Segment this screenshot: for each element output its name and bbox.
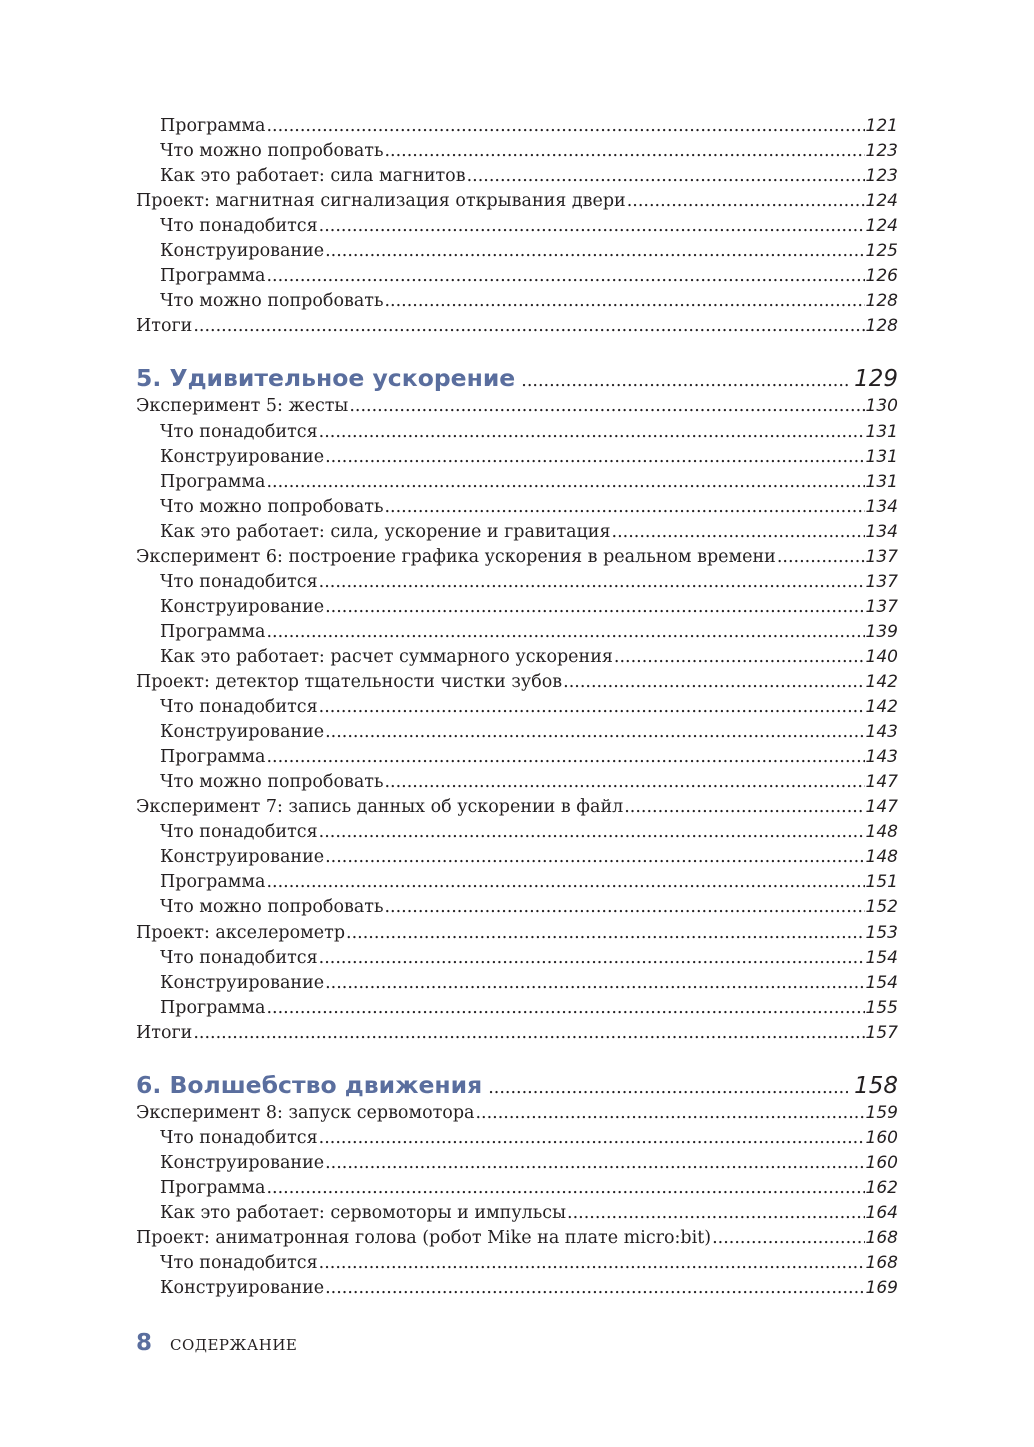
toc-subentry[interactable] <box>160 114 898 139</box>
dot-leader <box>266 996 864 1021</box>
dot-leader <box>325 971 864 996</box>
toc-entry-title: Что можно попробовать <box>160 291 384 312</box>
toc-subentry[interactable] <box>160 845 898 870</box>
toc-entry-title: Что понадобится <box>160 822 318 843</box>
toc-subentry[interactable] <box>160 720 898 745</box>
toc-subentry[interactable] <box>160 620 898 645</box>
toc-entry-title: Проект: магнитная сигнализация открывания двери <box>136 191 626 212</box>
dot-leader <box>319 1126 865 1151</box>
dot-leader <box>384 289 864 314</box>
toc-page-number: 137 <box>865 546 898 567</box>
dot-leader <box>266 470 864 495</box>
toc-subentry[interactable] <box>160 1251 898 1276</box>
toc-page-number: 148 <box>865 847 898 868</box>
dot-leader <box>488 1071 848 1105</box>
toc-subentry[interactable] <box>160 1276 898 1301</box>
toc-entry-title: Программа <box>160 116 266 136</box>
toc-entry-title: Как это работает: сила, ускорение и гравитация <box>160 521 611 542</box>
dot-leader <box>319 820 865 845</box>
toc-entry-title: Конструирование <box>160 1152 325 1173</box>
toc-entry[interactable] <box>136 670 898 695</box>
toc-entry-title: Программа <box>160 621 266 642</box>
toc-subentry[interactable] <box>160 946 898 971</box>
toc-page-number: 153 <box>865 922 898 943</box>
toc-subentry[interactable] <box>160 239 898 264</box>
dot-leader <box>384 770 864 795</box>
toc-page-number: 147 <box>865 772 898 793</box>
toc-entry-title: Что можно попробовать <box>160 772 384 793</box>
dot-leader <box>627 189 865 214</box>
toc-subentry[interactable] <box>160 770 898 795</box>
toc-entry-title: Конструирование <box>160 241 325 262</box>
toc-entry-title: 6. Волшебство движения <box>136 1070 483 1099</box>
toc-page-number: 142 <box>865 697 898 718</box>
toc-subentry[interactable] <box>160 289 898 314</box>
dot-leader <box>319 946 865 971</box>
toc-page-number: 137 <box>865 571 898 592</box>
toc-page-number: 128 <box>865 291 898 312</box>
toc-subentry[interactable] <box>160 1201 898 1226</box>
dot-leader <box>193 1021 864 1046</box>
toc-entry-title: Эксперимент 7: запись данных об ускорении в файл <box>136 797 624 818</box>
dot-leader <box>384 895 864 920</box>
dot-leader <box>325 720 864 745</box>
dot-leader <box>319 570 865 595</box>
dot-leader <box>712 1226 864 1251</box>
toc-entry[interactable] <box>136 189 898 214</box>
toc-entry-title: Проект: детектор тщательности чистки зубов <box>136 672 563 692</box>
dot-leader <box>325 845 864 870</box>
toc-page-number: 168 <box>865 1253 898 1274</box>
toc-page-number: 154 <box>865 947 898 968</box>
toc-subentry[interactable] <box>160 1176 898 1201</box>
toc-subentry[interactable] <box>160 870 898 895</box>
toc-page-number: 130 <box>865 396 898 417</box>
toc-subentry[interactable] <box>160 164 898 189</box>
toc-entry-title: Что понадобится <box>160 697 318 718</box>
toc-entry[interactable] <box>136 1226 898 1251</box>
toc-page-number: 169 <box>865 1278 898 1299</box>
toc-page-number: 123 <box>865 166 898 187</box>
toc-entry-title: Конструирование <box>160 596 325 617</box>
dot-leader <box>777 545 865 570</box>
toc-subentry[interactable] <box>160 895 898 920</box>
dot-leader <box>319 214 865 239</box>
page-number: 8 <box>136 1330 153 1356</box>
toc-page-number: 128 <box>865 316 898 337</box>
toc-entry[interactable] <box>136 921 898 946</box>
toc-page-number: 143 <box>865 722 898 743</box>
toc-subentry[interactable] <box>160 820 898 845</box>
dot-leader <box>319 695 865 720</box>
toc-page-number: 131 <box>865 471 898 492</box>
dot-leader <box>384 495 864 520</box>
toc-entry-title: Программа <box>160 266 266 287</box>
toc-page-number: 155 <box>865 997 898 1018</box>
toc-page-number: 147 <box>865 797 898 818</box>
toc-chapter-heading[interactable] <box>136 1068 898 1102</box>
toc-entry[interactable] <box>136 545 898 570</box>
toc-entry-title: Эксперимент 8: запуск сервомотора <box>136 1102 475 1123</box>
toc-subentry[interactable] <box>160 264 898 289</box>
toc-page-number: 159 <box>865 1102 898 1123</box>
toc-entry-title: Конструирование <box>160 972 325 993</box>
toc-page-number: 151 <box>865 872 898 893</box>
dot-leader <box>325 239 864 264</box>
toc-entry-title: Программа <box>160 471 266 492</box>
toc-page-number: 125 <box>865 241 898 262</box>
dot-leader <box>319 1251 865 1276</box>
toc-page-number: 162 <box>865 1177 898 1198</box>
toc-entry-title: Что можно попробовать <box>160 141 384 162</box>
toc-entry-title: Программа <box>160 747 266 768</box>
dot-leader <box>614 645 865 670</box>
toc-page-number: 160 <box>865 1152 898 1173</box>
toc-entry-title: Эксперимент 5: жесты <box>136 396 349 417</box>
toc-subentry[interactable] <box>160 695 898 720</box>
toc-page-number: 126 <box>865 266 898 287</box>
toc-subentry[interactable] <box>160 495 898 520</box>
toc-page-number: 134 <box>865 496 898 517</box>
toc-subentry[interactable] <box>160 1151 898 1176</box>
toc-entry-title: Как это работает: расчет суммарного ускорения <box>160 646 613 667</box>
dot-leader <box>624 795 864 820</box>
toc-page-number: 140 <box>865 646 898 667</box>
toc-entry-title: Эксперимент 6: построение графика ускорения в реальном времени <box>136 546 776 567</box>
running-head: СОДЕРЖАНИЕ <box>170 1336 298 1354</box>
dot-leader <box>349 394 864 419</box>
toc-subentry[interactable] <box>160 971 898 996</box>
dot-leader <box>346 921 865 946</box>
toc-page-number: 131 <box>865 446 898 467</box>
toc-page-number: 137 <box>865 596 898 617</box>
toc-entry-title: Что можно попробовать <box>160 496 384 517</box>
toc-entry-title: Что можно попробовать <box>160 897 384 918</box>
toc-entry-title: Что понадобится <box>160 421 318 442</box>
toc-page-number: 139 <box>865 621 898 642</box>
toc-subentry[interactable] <box>160 645 898 670</box>
toc-subentry[interactable] <box>160 420 898 445</box>
toc-entry-title: Проект: акселерометр <box>136 922 346 943</box>
toc-page-number: 129 <box>854 366 898 393</box>
toc-entry-title: Программа <box>160 1177 266 1198</box>
dot-leader <box>467 164 865 189</box>
toc-entry-title: Конструирование <box>160 1278 325 1299</box>
page-footer <box>136 1330 297 1360</box>
toc-subentry[interactable] <box>160 1126 898 1151</box>
dot-leader <box>266 620 864 645</box>
toc-page-number: 154 <box>865 972 898 993</box>
toc-entry-title: Конструирование <box>160 722 325 743</box>
toc-entry[interactable] <box>136 1101 898 1126</box>
toc-subentry[interactable] <box>160 445 898 470</box>
toc-page-number: 131 <box>865 421 898 442</box>
toc-entry-title: Что понадобится <box>160 216 318 237</box>
toc-entry-title: Конструирование <box>160 847 325 868</box>
dot-leader <box>567 1201 865 1226</box>
toc-entry-title: 5. Удивительное ускорение <box>136 364 516 393</box>
toc-entry-title: Конструирование <box>160 446 325 467</box>
toc-entry-title: Что понадобится <box>160 1253 318 1274</box>
toc-page-number: 158 <box>854 1072 898 1099</box>
toc-subentry[interactable] <box>160 745 898 770</box>
toc-page-number: 143 <box>865 747 898 768</box>
dot-leader <box>325 1276 864 1301</box>
toc-subentry[interactable] <box>160 595 898 620</box>
toc-page-number: 168 <box>865 1228 898 1248</box>
dot-leader <box>325 445 864 470</box>
toc-page-number: 157 <box>865 1022 898 1043</box>
toc-subentry[interactable] <box>160 520 898 545</box>
dot-leader <box>325 595 864 620</box>
dot-leader <box>325 1151 864 1176</box>
toc-entry-title: Как это работает: сервомоторы и импульсы <box>160 1202 567 1223</box>
toc-page-number: 124 <box>865 191 898 212</box>
dot-leader <box>563 670 864 695</box>
dot-leader <box>266 870 864 895</box>
toc-subentry[interactable] <box>160 470 898 495</box>
dot-leader <box>266 745 864 770</box>
toc-page-number: 121 <box>865 116 898 136</box>
dot-leader <box>521 364 848 398</box>
toc-entry[interactable] <box>136 795 898 820</box>
dot-leader <box>266 1176 864 1201</box>
toc-page-number: 164 <box>865 1202 898 1223</box>
toc-subentry[interactable] <box>160 996 898 1021</box>
dot-leader <box>384 139 864 164</box>
toc-subentry[interactable] <box>160 214 898 239</box>
dot-leader <box>475 1101 864 1126</box>
toc-entry[interactable] <box>136 394 898 419</box>
toc-entry-title: Что понадобится <box>160 1127 318 1148</box>
toc-page-number: 148 <box>865 822 898 843</box>
toc-page-number: 124 <box>865 216 898 237</box>
toc-page-number: 142 <box>865 672 898 692</box>
toc-entry-title: Проект: аниматронная голова (робот Mike на плате micro:bit) <box>136 1228 712 1248</box>
toc-entry-title: Что понадобится <box>160 947 318 968</box>
dot-leader <box>319 420 865 445</box>
dot-leader <box>193 314 864 339</box>
toc-entry-title: Итоги <box>136 316 193 337</box>
toc-subentry[interactable] <box>160 570 898 595</box>
toc-entry[interactable] <box>136 1021 898 1046</box>
toc-chapter-heading[interactable] <box>136 361 898 395</box>
dot-leader <box>266 264 864 289</box>
dot-leader <box>266 114 864 139</box>
toc-entry-title: Как это работает: сила магнитов <box>160 166 466 187</box>
toc-entry-title: Программа <box>160 997 266 1018</box>
toc-page-number: 152 <box>865 897 898 918</box>
toc-entry-title: Что понадобится <box>160 571 318 592</box>
toc-page-number: 160 <box>865 1127 898 1148</box>
toc-entry-title: Программа <box>160 872 266 893</box>
toc-subentry[interactable] <box>160 139 898 164</box>
dot-leader <box>612 520 865 545</box>
toc-entry-title: Итоги <box>136 1022 193 1043</box>
toc-entry[interactable] <box>136 314 898 339</box>
toc-page-number: 123 <box>865 141 898 162</box>
toc-page-number: 134 <box>865 521 898 542</box>
